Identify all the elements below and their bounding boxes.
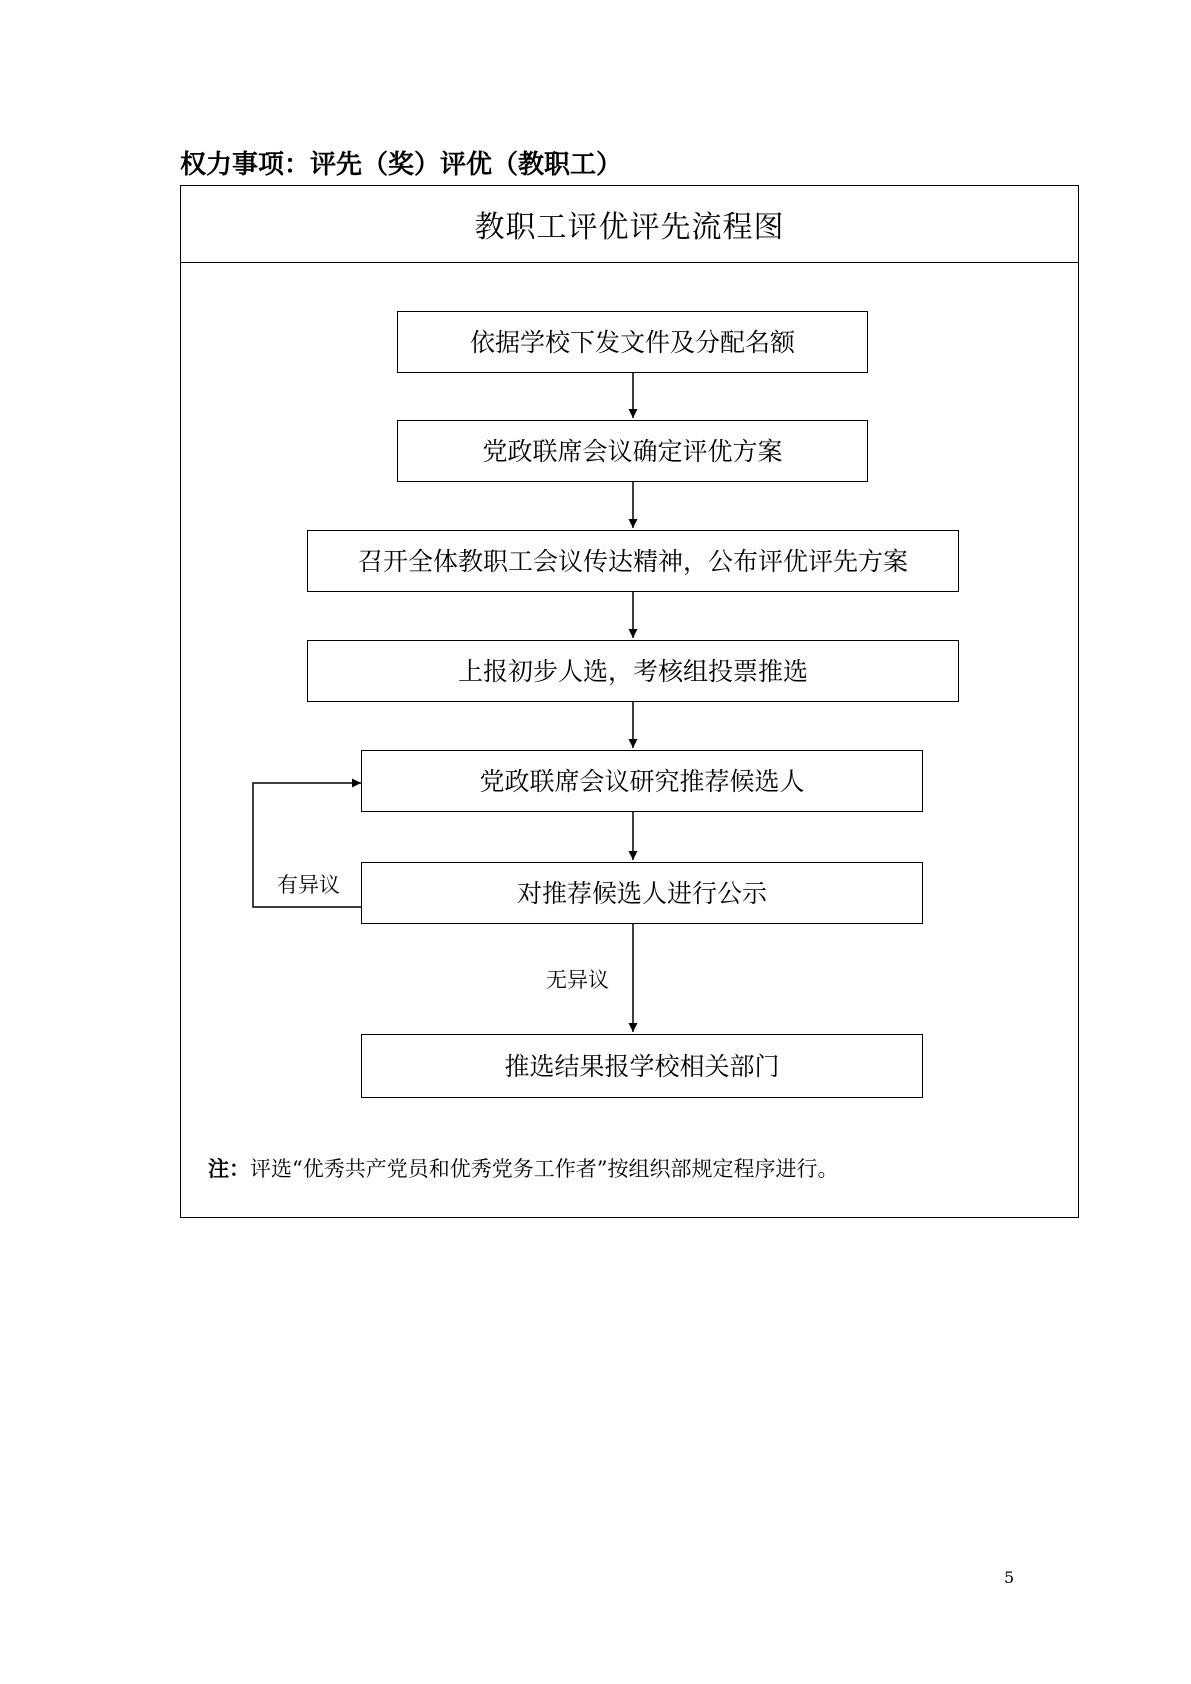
flow-step-1: 依据学校下发文件及分配名额: [397, 311, 868, 373]
page-number: 5: [1004, 1568, 1015, 1587]
flow-step-7: 推选结果报学校相关部门: [361, 1034, 923, 1098]
flow-step-6: 对推荐候选人进行公示: [361, 862, 923, 924]
footnote: [208, 1158, 838, 1180]
flow-step-5: 党政联席会议研究推荐候选人: [361, 750, 923, 812]
flowchart-title: 教职工评优评先流程图: [180, 185, 1079, 263]
no-objection-label: 无异议: [546, 968, 609, 992]
footnote-text: 评选“优秀共产党员和优秀党务工作者”按组织部规定程序进行。: [250, 1157, 839, 1181]
footnote-prefix: 注：: [208, 1156, 250, 1181]
objection-label: 有异议: [277, 873, 340, 897]
flow-step-2: 党政联席会议确定评优方案: [397, 420, 868, 482]
page-heading: 权力事项：评先（奖）评优（教职工）: [180, 150, 623, 180]
flow-step-4: 上报初步人选，考核组投票推选: [307, 640, 959, 702]
flow-step-3: 召开全体教职工会议传达精神，公布评优评先方案: [307, 530, 959, 592]
